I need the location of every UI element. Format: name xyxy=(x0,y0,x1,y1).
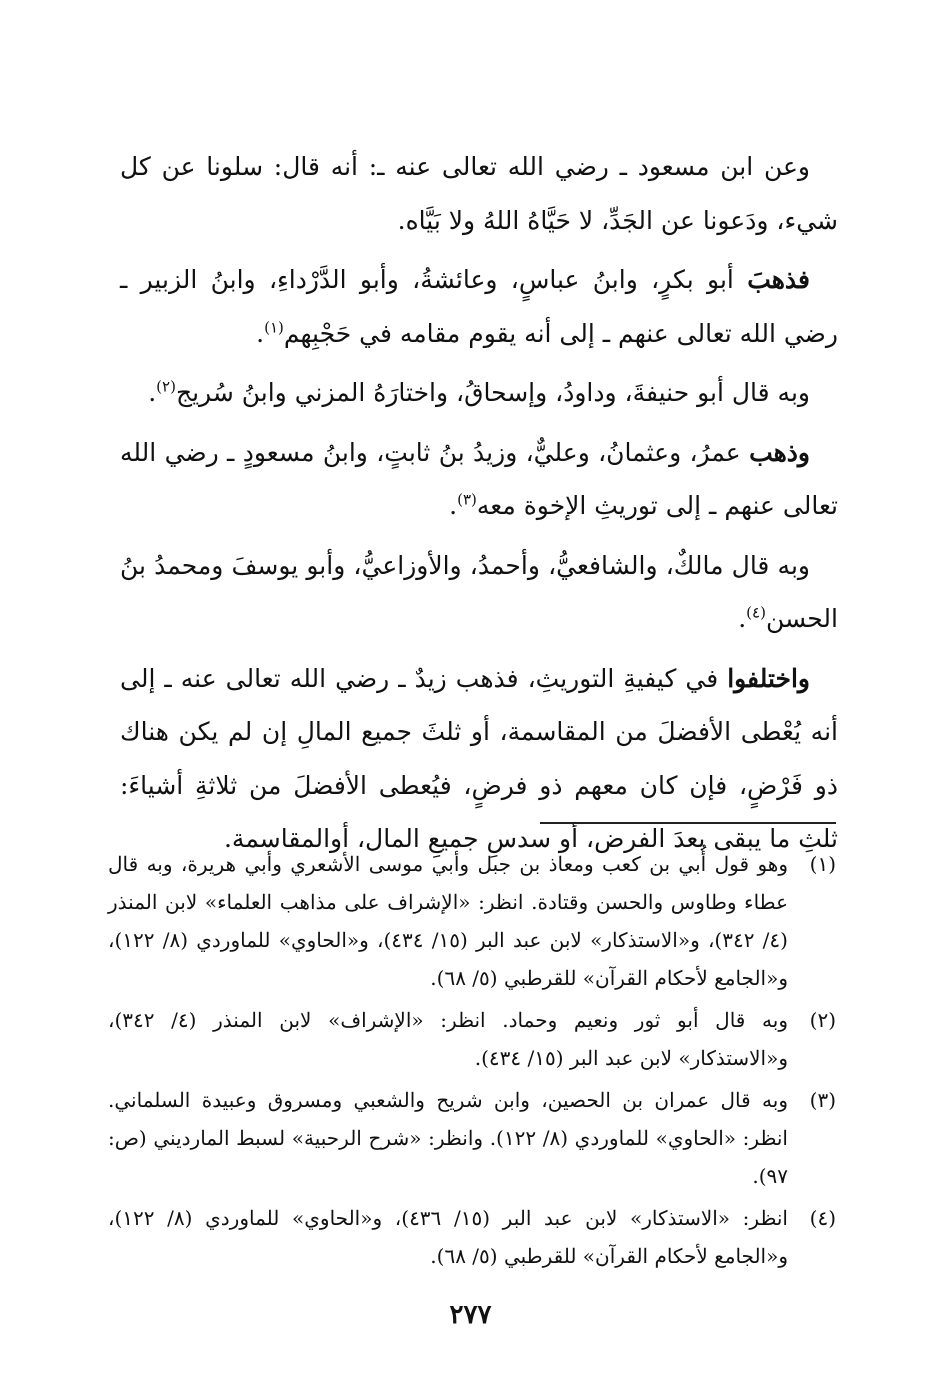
paragraph-6-text: في كيفيةِ التوريثِ، فذهب زيدٌ ـ رضي الله تعالى عنه ـ إلى أنه يُعْطى الأفضلَ من المقاسمة، أو ثلثَ جميع المالِ إن لم يكن هناك ذو فَرْضٍ، فإن كان معهم ذو فرضٍ، فيُعطى الأفضلَ من ثلاثةِ أشياءَ: ثلثِ ما يبقى بعدَ الفرض، أو سدسِ جميعِ المال، أوالمقاسمة. xyxy=(120,663,838,853)
footnote-number: (٤) xyxy=(809,1206,836,1230)
paragraph-4-text: عمرُ، وعثمانُ، وعليٌّ، وزيدُ بنُ ثابتٍ، وابنُ مسعودٍ ـ رضي الله تعالى عنهم ـ إلى توريثِ الإخوة معه xyxy=(120,437,838,520)
page-number: ٢٧٧ xyxy=(449,1300,492,1330)
paragraph-2-period: . xyxy=(256,318,265,348)
footnotes xyxy=(108,845,836,1279)
footnote-text: وبه قال عمران بن الحصين، وابن شريح والشعبي ومسروق وعبيدة السلماني. انظر: «الحاوي» للماوردي (٨/ ١٢٢). وانظر: «شرح الرحبية» لسبط المارديني (ص: ٩٧). xyxy=(108,1088,788,1188)
paragraph-2-text: أبو بكرٍ، وابنُ عباسٍ، وعائشةُ، وأبو الدَّرْداءِ، وابنُ الزبير ـ رضي الله تعالى عنهم ـ إلى أنه يقوم مقامه في حَجْبِهم xyxy=(120,265,838,348)
paragraph-6 xyxy=(120,652,838,866)
footnote-separator xyxy=(540,822,836,824)
footnote-number: (١) xyxy=(809,852,836,876)
paragraph-4-period: . xyxy=(449,491,458,520)
paragraph-4-lead: وذهب xyxy=(749,437,810,467)
paragraph-2 xyxy=(120,253,838,360)
main-text xyxy=(120,140,838,872)
paragraph-3-period: . xyxy=(148,378,157,407)
footnote-text: انظر: «الاستذكار» لابن عبد البر (١٥/ ٤٣٦)، و«الحاوي» للماوردي (٨/ ١٢٢)، و«الجامع لأحكام القرآن» للقرطبي (٥/ ٦٨). xyxy=(108,1206,788,1268)
footnote-ref-4: (٤) xyxy=(746,603,766,622)
footnote-4 xyxy=(108,1199,836,1275)
paragraph-1-text: وعن ابن مسعود ـ رضي الله تعالى عنه ـ: أنه قال: سلونا عن كل شيء، ودَعونا عن الجَدِّ، لا حَيَّاهُ اللهُ ولا بَيَّاه. xyxy=(120,152,838,235)
footnote-3 xyxy=(108,1081,836,1195)
paragraph-4 xyxy=(120,426,838,533)
paragraph-5 xyxy=(120,539,838,646)
paragraph-5-period: . xyxy=(738,604,747,633)
paragraph-1 xyxy=(120,140,838,247)
footnote-ref-3: (٣) xyxy=(457,490,477,509)
footnote-2 xyxy=(108,1001,836,1077)
paragraph-5-text: وبه قال مالكٌ، والشافعيُّ، وأحمدُ، والأوزاعيُّ، وأبو يوسفَ ومحمدُ بنُ الحسن xyxy=(120,550,838,633)
footnote-1 xyxy=(108,845,836,997)
footnote-ref-2: (٢) xyxy=(156,377,176,396)
footnote-text: وبه قال أبو ثور ونعيم وحماد. انظر: «الإشراف» لابن المنذر (٤/ ٣٤٢)، و«الاستذكار» لابن عبد البر (١٥/ ٤٣٤). xyxy=(108,1008,788,1070)
paragraph-3 xyxy=(120,366,838,420)
paragraph-2-lead: فذهبَ xyxy=(747,265,810,294)
footnote-ref-1: (١) xyxy=(264,318,284,337)
footnote-number: (٣) xyxy=(809,1088,836,1112)
footnote-text: وهو قول أُبي بن كعب ومعاذ بن جبل وأبي موسى الأشعري وأبي هريرة، وبه قال عطاء وطاوس والحسن وقتادة. انظر: «الإشراف على مذاهب العلماء» لابن المنذر (٤/ ٣٤٢)، و«الاستذكار» لابن عبد البر (١٥/ ٤٣٤)، و«الحاوي» للماوردي (٨/ ١٢٢)، و«الجامع لأحكام القرآن» للقرطبي (٥/ ٦٨). xyxy=(108,852,788,990)
footnote-number: (٢) xyxy=(809,1008,836,1032)
paragraph-6-lead: واختلفوا xyxy=(727,663,810,693)
paragraph-3-text: وبه قال أبو حنيفةَ، وداودُ، وإسحاقُ، واختارَهُ المزني وابنُ سُريج xyxy=(175,378,810,407)
